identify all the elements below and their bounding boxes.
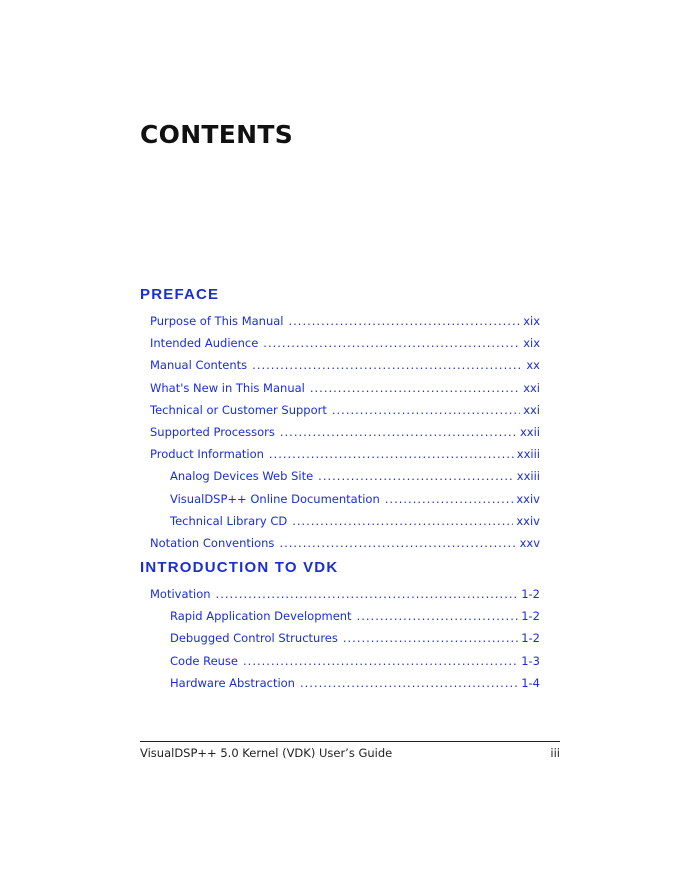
footer-page-number: iii [550, 746, 560, 760]
toc-entry-page: xx [526, 358, 540, 373]
toc-entry-title: Code Reuse [170, 653, 239, 668]
toc-entry-title: Manual Contents [150, 358, 248, 373]
toc-entry-page: xix [523, 336, 540, 351]
dot-leader [343, 627, 518, 649]
toc-entry-hardware-abstraction[interactable] [140, 672, 540, 694]
toc-entry-online-documentation[interactable] [140, 488, 540, 510]
toc-entry-whats-new[interactable] [140, 377, 540, 399]
toc-entry-purpose-of-this-manual[interactable] [140, 310, 540, 332]
toc-entry-motivation[interactable] [140, 583, 540, 605]
dot-leader [252, 354, 523, 376]
toc-entry-page: xxi [523, 402, 540, 417]
page-title: CONTENTS [140, 120, 294, 149]
toc-entry-page: xxv [519, 535, 540, 550]
toc-entry-page: 1-2 [521, 587, 540, 602]
toc-entry-page: xxii [519, 424, 540, 439]
toc-entry-title: Motivation [150, 587, 211, 602]
toc-entry-title: Rapid Application Development [170, 609, 352, 624]
toc-entry-title: Supported Processors [150, 424, 275, 439]
dot-leader [243, 650, 518, 672]
toc-entry-title: Product Information [150, 447, 264, 462]
dot-leader [269, 443, 514, 465]
toc-entry-title: Hardware Abstraction [170, 675, 295, 690]
toc-entry-title: Debugged Control Structures [170, 631, 338, 646]
toc-entry-title: Technical or Customer Support [150, 402, 327, 417]
dot-leader [263, 332, 520, 354]
toc-entry-title: What's New in This Manual [150, 380, 305, 395]
dot-leader [300, 672, 518, 694]
toc-entry-page: xxi [523, 380, 540, 395]
table-of-contents [140, 284, 540, 694]
toc-entry-technical-support[interactable] [140, 399, 540, 421]
toc-entry-analog-devices-web-site[interactable] [140, 465, 540, 487]
toc-entry-supported-processors[interactable] [140, 421, 540, 443]
toc-entry-title: VisualDSP++ Online Documentation [170, 491, 380, 506]
dot-leader [216, 583, 519, 605]
footer-guide-title: VisualDSP++ 5.0 Kernel (VDK) User’s Guide [140, 746, 393, 760]
toc-entry-page: 1-2 [521, 609, 540, 624]
toc-entry-product-information[interactable] [140, 443, 540, 465]
toc-entry-title: Technical Library CD [170, 513, 288, 528]
dot-leader [357, 605, 519, 627]
toc-entry-intended-audience[interactable] [140, 332, 540, 354]
toc-entry-page: xxiii [516, 447, 540, 462]
dot-leader [385, 488, 514, 510]
footer-divider [140, 741, 560, 742]
toc-entry-title: Intended Audience [150, 336, 259, 351]
toc-entry-page: xxiv [516, 491, 540, 506]
toc-heading-preface[interactable]: PREFACE [140, 286, 220, 303]
toc-entry-title: Analog Devices Web Site [170, 469, 314, 484]
dot-leader [310, 377, 520, 399]
toc-entry-page: 1-3 [521, 653, 540, 668]
toc-entry-page: 1-2 [521, 631, 540, 646]
toc-entry-technical-library-cd[interactable] [140, 510, 540, 532]
toc-entry-page: 1-4 [521, 675, 540, 690]
toc-entry-notation-conventions[interactable] [140, 532, 540, 554]
toc-entry-title: Notation Conventions [150, 535, 275, 550]
dot-leader [279, 532, 516, 554]
toc-entry-page: xxiii [516, 469, 540, 484]
toc-heading-introduction-to-vdk[interactable]: INTRODUCTION TO VDK [140, 559, 339, 577]
dot-leader [280, 421, 517, 443]
toc-entry-page: xxiv [516, 513, 540, 528]
toc-entry-code-reuse[interactable] [140, 650, 540, 672]
dot-leader [292, 510, 513, 532]
toc-entry-page: xix [523, 314, 540, 328]
dot-leader [289, 310, 521, 332]
toc-entry-title: Purpose of This Manual [150, 314, 284, 328]
toc-entry-rapid-application-development[interactable] [140, 605, 540, 627]
toc-entry-manual-contents[interactable] [140, 354, 540, 376]
toc-entry-debugged-control-structures[interactable] [140, 627, 540, 649]
dot-leader [332, 399, 520, 421]
dot-leader [318, 465, 514, 487]
